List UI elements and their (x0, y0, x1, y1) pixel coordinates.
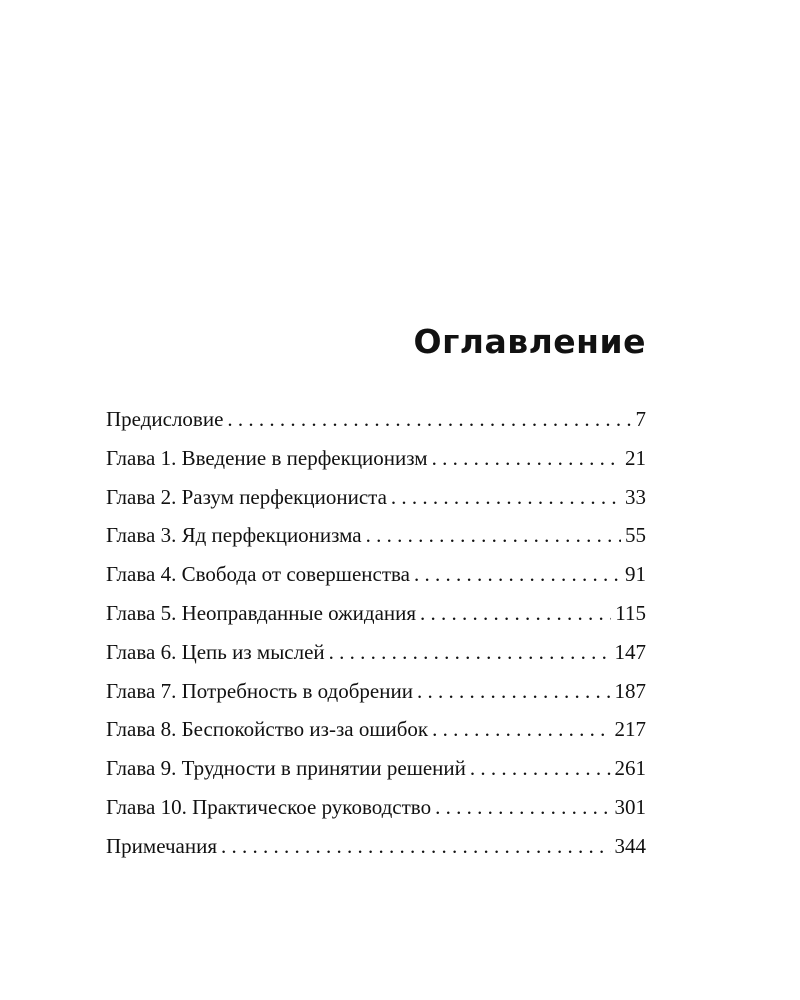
toc-entry-label: Глава 3. Яд перфекционизма (106, 523, 362, 548)
toc-entry-chapter-3 (106, 523, 646, 562)
toc-entry-chapter-6 (106, 640, 646, 679)
toc-entry-page-number: 261 (614, 756, 646, 781)
dot-leader (417, 679, 611, 704)
toc-entry-label: Примечания (106, 833, 218, 858)
toc-entry-page-number: 55 (625, 523, 646, 548)
dot-leader (391, 485, 621, 510)
dot-leader (414, 562, 621, 587)
toc-entry-label: Глава 8. Беспокойство из-за ошибок (106, 717, 429, 742)
toc-entry-label: Глава 6. Цепь из мыслей (106, 639, 325, 664)
toc-entry-label: Глава 2. Разум перфекциониста (106, 484, 387, 509)
page-title: Оглавление (413, 322, 646, 361)
toc-entry-page-number: 91 (625, 562, 646, 587)
table-of-contents (106, 407, 646, 873)
toc-entry-page-number: 217 (614, 717, 646, 742)
toc-entry-label: Глава 10. Практическое руководство (106, 794, 432, 819)
toc-entry-label: Предисловие (106, 407, 224, 431)
toc-entry-chapter-2 (106, 485, 646, 524)
toc-entry-notes (106, 834, 646, 873)
dot-leader (221, 834, 610, 859)
toc-entry-label: Глава 7. Потребность в одобрении (106, 678, 413, 703)
toc-entry-page-number: 344 (614, 833, 646, 858)
toc-entry-page-number: 7 (635, 407, 646, 431)
toc-entry-page-number: 33 (625, 484, 646, 509)
toc-entry-preface (106, 407, 646, 446)
toc-entry-chapter-5 (106, 601, 646, 640)
toc-entry-chapter-10 (106, 795, 646, 834)
dot-leader (470, 756, 611, 781)
dot-leader (366, 523, 621, 548)
toc-entry-label: Глава 9. Трудности в принятии решений (106, 756, 466, 781)
dot-leader (435, 795, 610, 820)
toc-entry-page-number: 21 (625, 445, 646, 470)
dot-leader (420, 601, 611, 626)
toc-entry-label: Глава 1. Введение в перфекционизм (106, 445, 428, 470)
dot-leader (329, 640, 611, 665)
toc-entry-label: Глава 4. Свобода от совершенства (106, 562, 410, 587)
dot-leader (432, 446, 621, 471)
toc-entry-chapter-1 (106, 446, 646, 485)
toc-entry-page-number: 115 (615, 600, 646, 625)
toc-entry-chapter-9 (106, 756, 646, 795)
toc-entry-page-number: 301 (614, 794, 646, 819)
dot-leader (227, 407, 631, 432)
toc-entry-chapter-7 (106, 679, 646, 718)
toc-entry-page-number: 187 (614, 678, 646, 703)
toc-entry-label: Глава 5. Неоправданные ожидания (106, 600, 417, 625)
toc-entry-chapter-8 (106, 717, 646, 756)
toc-entry-page-number: 147 (614, 639, 646, 664)
dot-leader (432, 717, 610, 742)
toc-entry-chapter-4 (106, 562, 646, 601)
